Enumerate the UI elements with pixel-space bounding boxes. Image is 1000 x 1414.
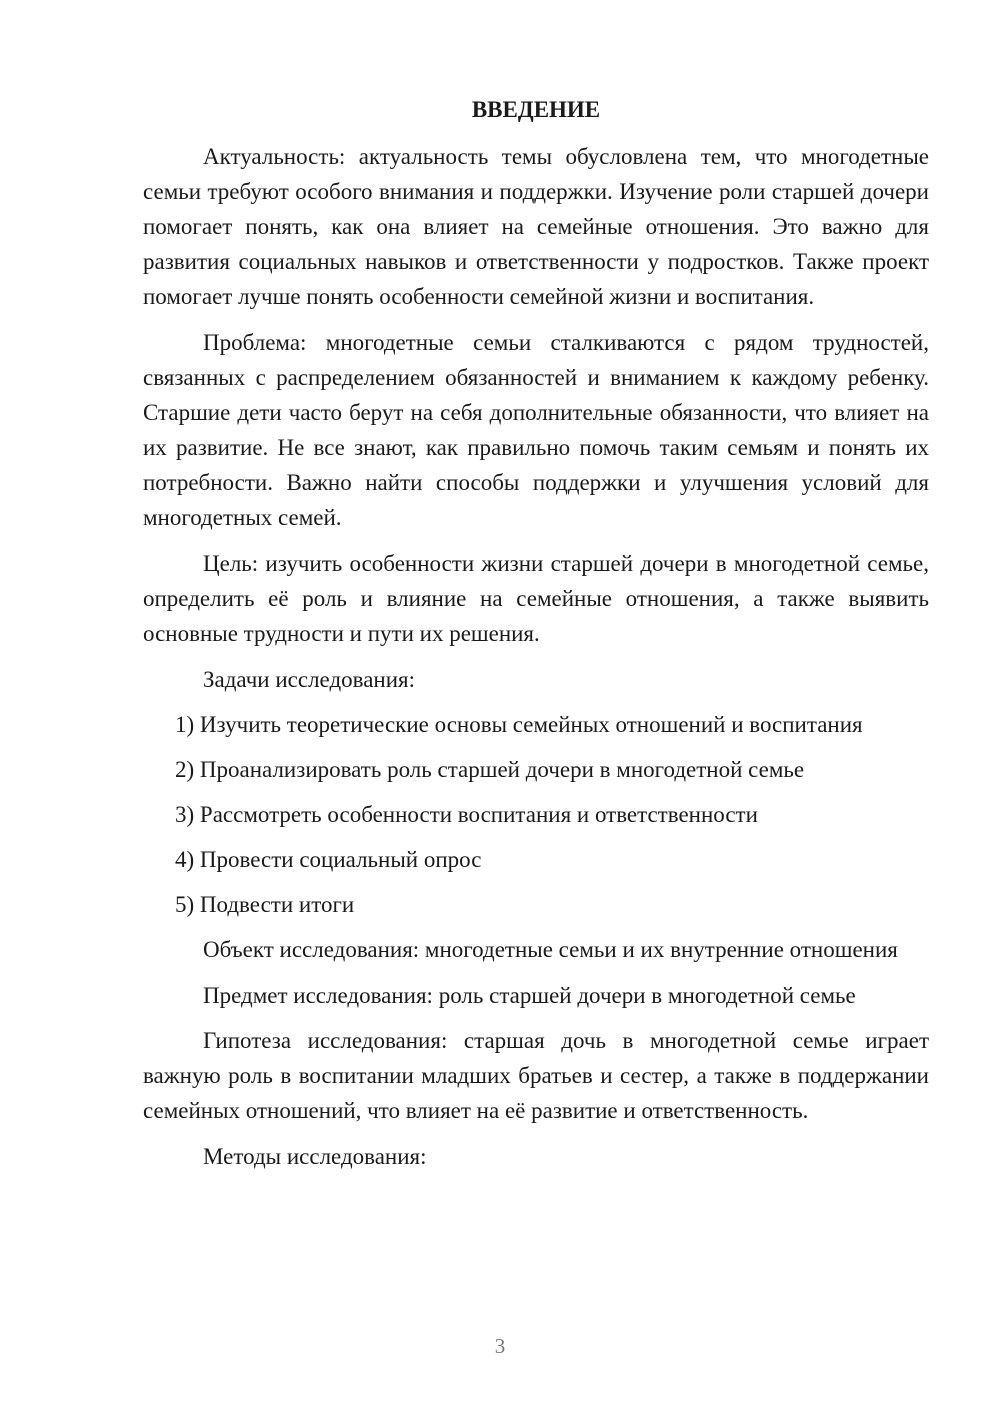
task-item: 4) Провести социальный опрос: [175, 847, 482, 872]
subject-paragraph: Предмет исследования: роль старшей дочери в многодетной семье: [203, 983, 856, 1008]
page-number: 3: [494, 1334, 506, 1358]
hypothesis-paragraph: Гипотеза исследования: старшая дочь в многодетной семье играет важную роль в воспитании младших братьев и сестер, а также в поддержании семейных отношений, что влияет на её развитие и ответственность.: [143, 1028, 929, 1123]
tasks-list: [143, 707, 929, 922]
object-paragraph: Объект исследования: многодетные семьи и их внутренние отношения: [203, 937, 898, 962]
task-item: 3) Рассмотреть особенности воспитания и ответственности: [175, 802, 758, 827]
goal-paragraph: Цель: изучить особенности жизни старшей дочери в многодетной семье, определить её роль и влияние на семейные отношения, а также выявить основные трудности и пути их решения.: [143, 551, 929, 646]
task-item: 1) Изучить теоретические основы семейных отношений и воспитания: [175, 712, 863, 737]
problem-paragraph: Проблема: многодетные семьи сталкиваются с рядом трудностей, связанных с распределением обязанностей и вниманием к каждому ребенку. Старшие дети часто берут на себя дополнительные обязанности, что влияет на их развитие. Не все знают, как правильно помочь таким семьям и понять их потребности. Важно найти способы поддержки и улучшения условий для многодетных семей.: [143, 330, 929, 530]
methods-heading: Методы исследования:: [203, 1144, 427, 1169]
task-item: 2) Проанализировать роль старшей дочери в многодетной семье: [175, 757, 805, 782]
task-item: 5) Подвести итоги: [175, 892, 355, 917]
tasks-heading: Задачи исследования:: [203, 667, 416, 692]
section-title: ВВЕДЕНИЕ: [471, 97, 601, 122]
relevance-paragraph: Актуальность: актуальность темы обусловлена тем, что многодетные семьи требуют особого внимания и поддержки. Изучение роли старшей дочери помогает понять, как она влияет на семейные отношения. Это важно для развития социальных навыков и ответственности у подростков. Также проект помогает лучше понять особенности семейной жизни и воспитания.: [143, 144, 929, 309]
document-page: [143, 95, 929, 1184]
